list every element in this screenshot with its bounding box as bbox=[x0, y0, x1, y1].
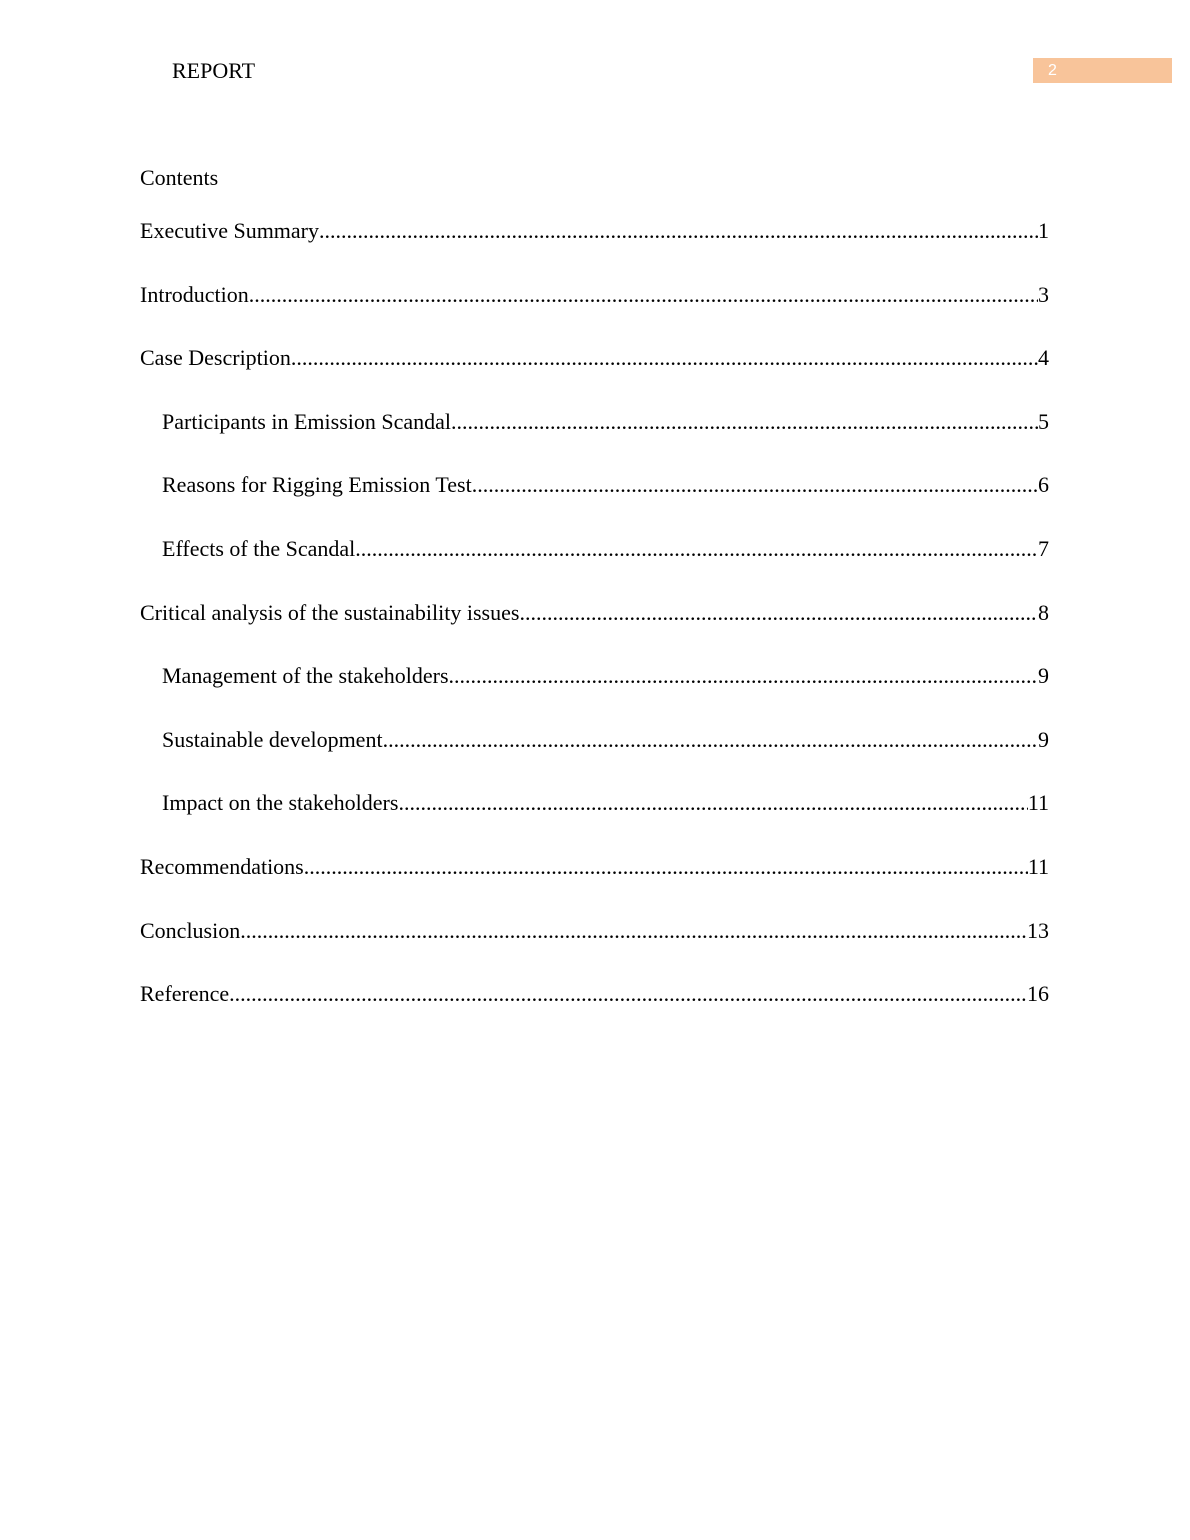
toc-entry-label: Participants in Emission Scandal bbox=[162, 408, 452, 434]
toc-entry-critical-analysis[interactable] bbox=[140, 599, 1049, 663]
toc-entry-page: 7 bbox=[1038, 535, 1049, 561]
toc-entry-page: 4 bbox=[1038, 345, 1049, 371]
toc-entry-label: Introduction bbox=[140, 281, 249, 307]
toc-entry-page: 16 bbox=[1027, 981, 1049, 1007]
page-number-badge: 2 bbox=[1033, 58, 1172, 83]
toc-entry-page: 3 bbox=[1038, 281, 1049, 307]
toc-entry-label: Reasons for Rigging Emission Test bbox=[162, 472, 472, 498]
toc-entry-label: Effects of the Scandal bbox=[162, 535, 356, 561]
table-of-contents bbox=[140, 217, 1049, 1044]
toc-entry-page: 11 bbox=[1027, 790, 1049, 816]
toc-dot-leader bbox=[398, 789, 1027, 817]
toc-dot-leader bbox=[451, 408, 1038, 436]
toc-dot-leader bbox=[319, 217, 1038, 245]
toc-entry-page: 9 bbox=[1038, 726, 1049, 752]
toc-dot-leader bbox=[249, 281, 1038, 309]
toc-dot-leader bbox=[519, 599, 1038, 627]
toc-entry-recommendations[interactable] bbox=[140, 853, 1049, 917]
toc-entry-management-stakeholders[interactable] bbox=[140, 662, 1049, 726]
toc-entry-label: Recommendations bbox=[140, 853, 304, 879]
toc-entry-introduction[interactable] bbox=[140, 281, 1049, 345]
toc-entry-page: 1 bbox=[1038, 218, 1049, 243]
toc-dot-leader bbox=[240, 917, 1027, 945]
toc-entry-label: Management of the stakeholders bbox=[162, 663, 449, 689]
toc-entry-label: Reference bbox=[140, 981, 230, 1007]
toc-entry-label: Sustainable development bbox=[162, 726, 383, 752]
toc-entry-conclusion[interactable] bbox=[140, 917, 1049, 981]
toc-entry-reasons[interactable] bbox=[140, 471, 1049, 535]
toc-entry-impact-stakeholders[interactable] bbox=[140, 789, 1049, 853]
toc-entry-page: 5 bbox=[1038, 408, 1049, 434]
toc-entry-reference[interactable] bbox=[140, 980, 1049, 1044]
toc-entry-participants[interactable] bbox=[140, 408, 1049, 472]
toc-dot-leader bbox=[291, 344, 1038, 372]
toc-entry-label: Critical analysis of the sustainability issues bbox=[140, 599, 520, 625]
toc-entry-label: Case Description bbox=[140, 345, 291, 371]
toc-entry-label: Impact on the stakeholders bbox=[162, 790, 399, 816]
toc-entry-page: 13 bbox=[1027, 917, 1049, 943]
contents-heading: Contents bbox=[140, 165, 219, 190]
toc-entry-effects[interactable] bbox=[140, 535, 1049, 599]
toc-dot-leader bbox=[383, 726, 1038, 754]
toc-entry-page: 8 bbox=[1038, 599, 1049, 625]
toc-dot-leader bbox=[304, 853, 1028, 881]
toc-dot-leader bbox=[229, 980, 1027, 1008]
toc-entry-page: 11 bbox=[1027, 853, 1049, 879]
toc-entry-case-description[interactable] bbox=[140, 344, 1049, 408]
toc-entry-page: 9 bbox=[1038, 663, 1049, 689]
toc-entry-executive-summary[interactable] bbox=[140, 217, 1049, 281]
toc-entry-sustainable-development[interactable] bbox=[140, 726, 1049, 790]
running-header-title: REPORT bbox=[172, 58, 256, 83]
toc-dot-leader bbox=[449, 662, 1038, 690]
toc-dot-leader bbox=[472, 471, 1038, 499]
toc-entry-label: Conclusion bbox=[140, 917, 241, 943]
toc-entry-label: Executive Summary bbox=[140, 218, 320, 243]
toc-dot-leader bbox=[355, 535, 1038, 563]
toc-entry-page: 6 bbox=[1038, 472, 1049, 498]
